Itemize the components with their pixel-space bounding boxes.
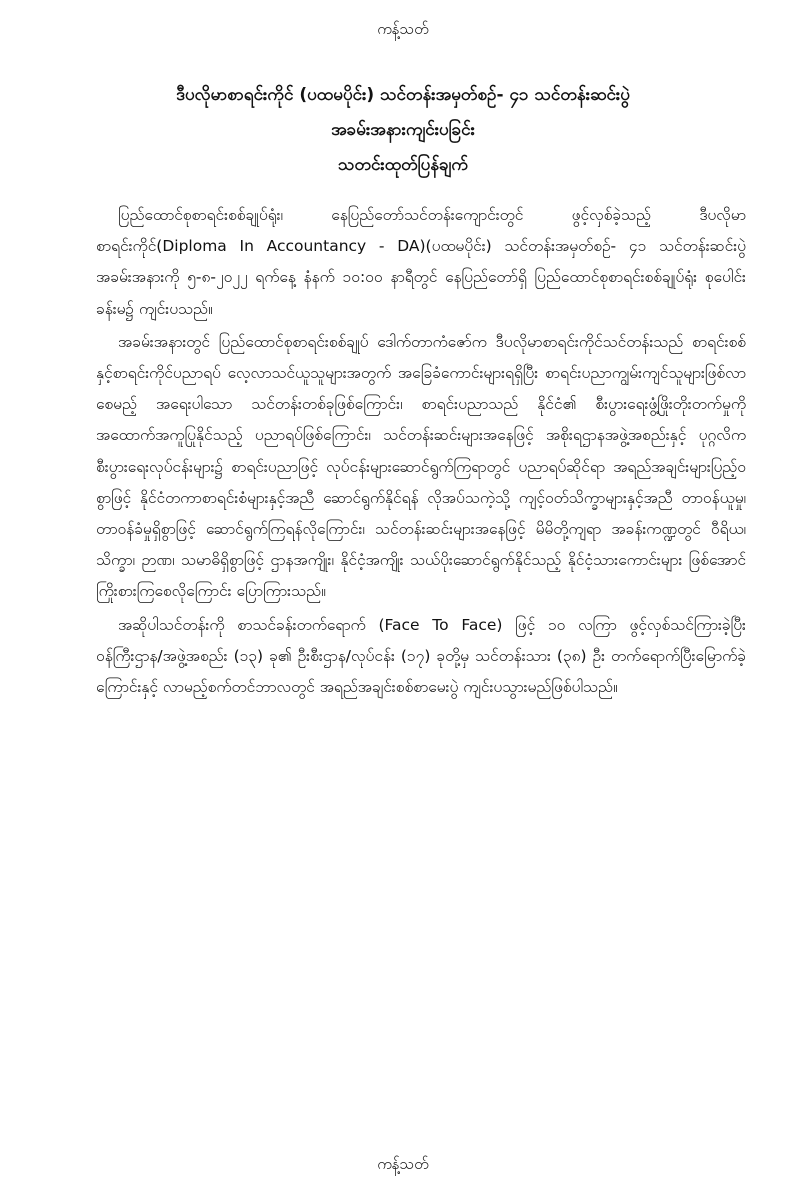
title-block [60, 78, 746, 183]
title-ceremony: အခမ်းအနားကျင်းပခြင်း [331, 120, 475, 140]
title-press-release: သတင်းထုတ်ပြန်ချက် [338, 155, 468, 175]
paragraph-3: အဆိုပါသင်တန်းကို စာသင်ခန်းတက်ရောက် (Face To Face) ဖြင့် ၁၀ လကြာ ဖွင့်လှစ်သင်ကြားခဲ့ပြီး ဝန်ကြီးဌာန/အဖွဲ့အစည်း (၁၃) ခု၏ ဦးစီးဌာန/လုပ်ငန်း (၁၇) ခုတို့မှ သင်တန်းသား (၃၈) ဦး တက်ရောက်ပြီးမြောက်ခဲ့ကြောင်းနှင့် လာမည့်စက်တင်ဘာလတွင် အရည်အချင်းစစ်စာမေးပွဲ ကျင်းပသွားမည်ဖြစ်ပါသည်။ [96, 615, 746, 697]
paragraph-1: ပြည်ထောင်စုစာရင်းစစ်ချုပ်ရုံး၊ နေပြည်တော်သင်တန်းကျောင်းတွင် ဖွင့်လှစ်ခဲ့သည့် ဒီပလိုမာစာရင်းကိုင်(Diploma In Accountancy - DA)(ပထမပိုင်း) သင်တန်းအမှတ်စဉ်- ၄၁ သင်တန်းဆင်းပွဲအခမ်းအနားကို ၅-၈-၂၀၂၂ ရက်နေ့ နံနက် ၁၀:၀၀ နာရီတွင် နေပြည်တော်ရှိ ပြည်ထောင်စုစာရင်းစစ်ချုပ်ရုံး စုပေါင်းခန်းမ၌ ကျင်းပသည်။ [96, 206, 746, 318]
body-text [96, 200, 746, 705]
title-main: ဒီပလိုမာစာရင်းကိုင် (ပထမပိုင်း) သင်တန်းအမှတ်စဉ်- ၄၁ သင်တန်းဆင်းပွဲ [176, 85, 630, 105]
footer-restricted-mark: ကန့်သတ် [377, 1155, 429, 1173]
paragraph-2: အခမ်းအနားတွင် ပြည်ထောင်စုစာရင်းစစ်ချုပ် ဒေါက်တာကံဇော်က ဒီပလိုမာစာရင်းကိုင်သင်တန်းသည် စာရင်းစစ်နှင့်စာရင်းကိုင်ပညာရပ် လေ့လာသင်ယူသူများအတွက် အခြေခံကောင်းများရရှိပြီး စာရင်းပညာကျွမ်းကျင်သူများဖြစ်လာစေမည့် အရေးပါသော သင်တန်းတစ်ခုဖြစ်ကြောင်း၊ စာရင်းပညာသည် နိုင်ငံ၏ စီးပွားရေးဖွံ့ဖြိုးတိုးတက်မှုကို အထောက်အကူပြုနိုင်သည့် ပညာရပ်ဖြစ်ကြောင်း၊ သင်တန်းဆင်းများအနေဖြင့် အစိုးရဌာနအဖွဲ့အစည်းနှင့် ပုဂ္ဂလိက စီးပွားရေးလုပ်ငန်းများ၌ စာရင်းပညာဖြင့် လုပ်ငန်းများဆောင်ရွက်ကြရာတွင် ပညာရပ်ဆိုင်ရာ အရည်အချင်းများပြည့်ဝစွာဖြင့် နိုင်ငံတကာစာရင်းစံများနှင့်အညီ ဆောင်ရွက်နိုင်ရန် လိုအပ်သကဲ့သို့ ကျင့်ဝတ်သိက္ခာများနှင့်အညီ တာဝန်ယူမှု၊ တာဝန်ခံမှုရှိစွာဖြင့် ဆောင်ရွက်ကြရန်လိုကြောင်း၊ သင်တန်းဆင်းများအနေဖြင့် မိမိတို့ကျရာ အခန်းကဏ္ဍတွင် ဝီရိယ၊ သိက္ခာ၊ ဉာဏ၊ သမာဓိရှိစွာဖြင့် ဌာနအကျိုး၊ နိုင်ငံ့အကျိုး သယ်ပိုးဆောင်ရွက်နိုင်သည့် နိုင်ငံ့သားကောင်းများ ဖြစ်အောင် ကြိုးစားကြစေလိုကြောင်း ပြောကြားသည်။ [96, 332, 746, 601]
header-restricted-mark: ကန့်သတ် [377, 20, 429, 38]
